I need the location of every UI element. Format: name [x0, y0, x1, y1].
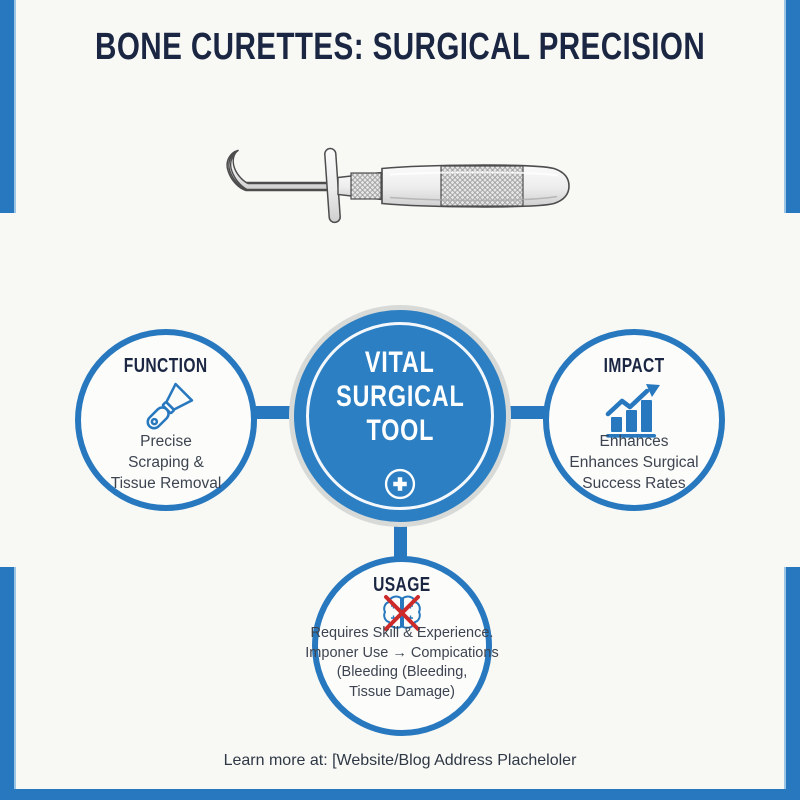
- hub-line-3: TOOL: [366, 414, 434, 447]
- impact-title: IMPACT: [603, 355, 665, 377]
- hub-vital-surgical-tool: [294, 310, 506, 522]
- function-description: Precise Scraping & Tissue Removal: [110, 433, 222, 492]
- footer-learn-more: Learn more at: [Website/Blog Address Placheloler: [223, 752, 577, 769]
- node-impact: [543, 329, 725, 511]
- hub-line-1: VITAL: [365, 346, 435, 379]
- hub-line-2: SURGICAL: [335, 380, 465, 413]
- impact-description: Enhances Enhances Surgical Success Rates: [569, 433, 699, 492]
- plus-circle-icon: [382, 466, 418, 502]
- function-title: FUNCTION: [124, 355, 208, 377]
- node-function: [75, 329, 257, 511]
- hub-label: [294, 346, 506, 448]
- page-title-text: BONE CURETTES: SURGICAL PRECISION: [94, 26, 706, 68]
- usage-title: USAGE: [373, 574, 431, 596]
- bone-curette-illustration: [215, 136, 585, 234]
- page-title: [0, 26, 800, 69]
- usage-description: Requires Skill & Experience. Imponer Use → Compications (Bleeding (Bleeding, Tissue Damage): [305, 625, 499, 700]
- accent-bar-bottom: [0, 789, 800, 800]
- node-usage: [305, 556, 499, 736]
